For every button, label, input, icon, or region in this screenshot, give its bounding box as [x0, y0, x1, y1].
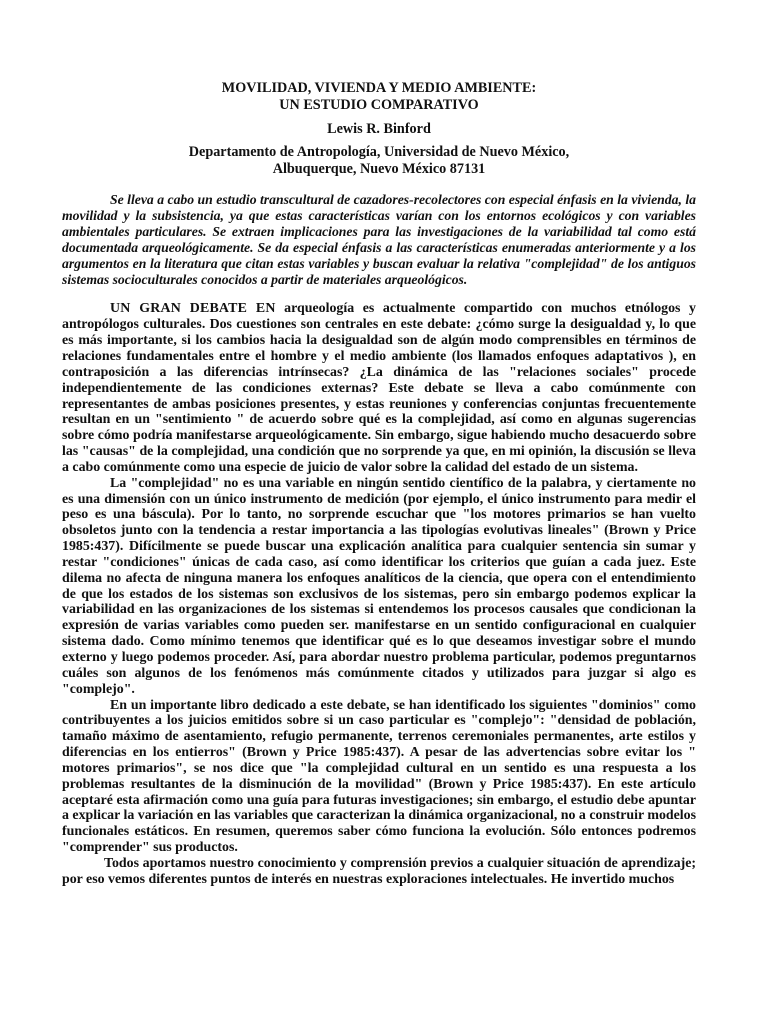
affiliation-line-2: Albuquerque, Nuevo México 87131 [272, 161, 486, 177]
paper-title [62, 80, 696, 114]
body-paragraph-4: Todos aportamos nuestro conocimiento y comprensión previos a cualquier situación de aprendizaje; por eso vemos diferentes puntos de interés en nuestras exploraciones intelectuales. He invertido muchos [62, 855, 696, 887]
paragraph-lead: UN GRAN DEBATE EN [110, 301, 276, 317]
author-name: Lewis R. Binford [327, 121, 431, 137]
body-paragraph-3: En un importante libro dedicado a este debate, se han identificado los siguientes "dominios" como contribuyentes a los juicios emitidos sobre si un caso particular es "complejo": "densidad de población, tamaño máximo de asentamiento, refugio permanente, terrenos ceremoniales permanentes, arte estilos y diferencias en los entierros" (Brown y Price 1985:437). A pesar de las advertencias sobre evitar los " motores primarios", se nos dice que "la complejidad cultural en un sentido es una respuesta a los problemas resultantes de la disminución de la movilidad" (Brown y Price 1985:437). En este artículo aceptaré esta afirmación como una guía para futuras investigaciones; sin embargo, el estudio debe apuntar a explicar la variación en las variables que caracterizan la dinámica organizacional, no a construir modelos funcionales estáticos. En resumen, queremos saber cómo funciona la evolución. Sólo entonces podremos "comprender" sus productos. [62, 697, 696, 856]
document-page [62, 80, 696, 888]
author-affiliation [62, 144, 696, 178]
title-line-2: UN ESTUDIO COMPARATIVO [279, 97, 479, 113]
title-line-1: MOVILIDAD, VIVIENDA Y MEDIO AMBIENTE: [221, 80, 537, 96]
abstract: Se lleva a cabo un estudio transcultural de cazadores-recolectores con especial énfasis en la vivienda, la movilidad y la subsistencia, ya que estas características varían con los entornos ecológicos y con variables ambientales particulares. Se extraen implicaciones para las investigaciones de la variabilidad tal como está documentada arqueológicamente. Se da especial énfasis a las características enumeradas anteriormente y a los argumentos en la literatura que citan estas variables y buscan evaluar la relativa "complejidad" de los antiguos sistemas socioculturales conocidos a partir de materiales arqueológicos. [62, 192, 696, 287]
paragraph-1-text: arqueología es actualmente compartido con muchos etnólogos y antropólogos culturales. Dos cuestiones son centrales en este debate: ¿cómo surge la desigualdad y, lo que es más importante, si los cambios hacia la desigualdad son de algún modo comprensibles en términos de relaciones fundamentales entre el hombre y el medio ambiente (los llamados enfoques adaptativos ), en contraposición a las diferencias intrínsecas? ¿La dinámica de las "relaciones sociales" procede independientemente de las condiciones externas? Este debate se lleva a cabo comúnmente con representantes de ambas posiciones presentes, y estas reuniones y conferencias conjuntas frecuentemente resultan en un "sentimiento " de acuerdo sobre qué es la complejidad, así como en algunas sugerencias sobre cómo podría manifestarse arqueológicamente. Sin embargo, sigue habiendo mucho desacuerdo sobre las "causas" de la complejidad, una condición que no sorprende ya que, en mi opinión, la discusión se lleva a cabo comúnmente como una especie de juicio de valor sobre la calidad del estado de un sistema. [62, 301, 696, 475]
body-paragraph-2: La "complejidad" no es una variable en ningún sentido científico de la palabra, y ciertamente no es una dimensión con un único instrumento de medición (por ejemplo, el único instrumento para medir el peso es una báscula). Por lo tanto, no sorprende escuchar que "los motores primarios se han vuelto obsoletos junto con la tendencia a restar importancia a las tipologías evolutivas lineales" (Brown y Price 1985:437). Difícilmente se puede buscar una explicación analítica para cualquier sentencia sin sumar y restar "condiciones" únicas de cada caso, así como identificar los criterios que guían a cada juez. Este dilema no afecta de ninguna manera los enfoques analíticos de la ciencia, que opera con el entendimiento de que los estados de los sistemas son exclusivos de los sistemas, pero sin embargo podemos explicar la variabilidad en las organizaciones de los sistemas si entendemos los procesos causales que condicionan la expresión de varias variables como pueden ser. manifestarse en un sentido configuracional en cualquier sistema dado. Como mínimo tenemos que identificar qué es lo que deseamos investigar sobre el mundo externo y luego podemos proceder. Así, para abordar nuestro problema particular, podemos preguntarnos cuáles son algunos de los fenómenos más comúnmente citados y utilizados para juzgar si algo es "complejo". [62, 475, 696, 697]
body-paragraph-1 [62, 301, 696, 475]
affiliation-line-1: Departamento de Antropología, Universidad de Nuevo México, [188, 144, 570, 160]
